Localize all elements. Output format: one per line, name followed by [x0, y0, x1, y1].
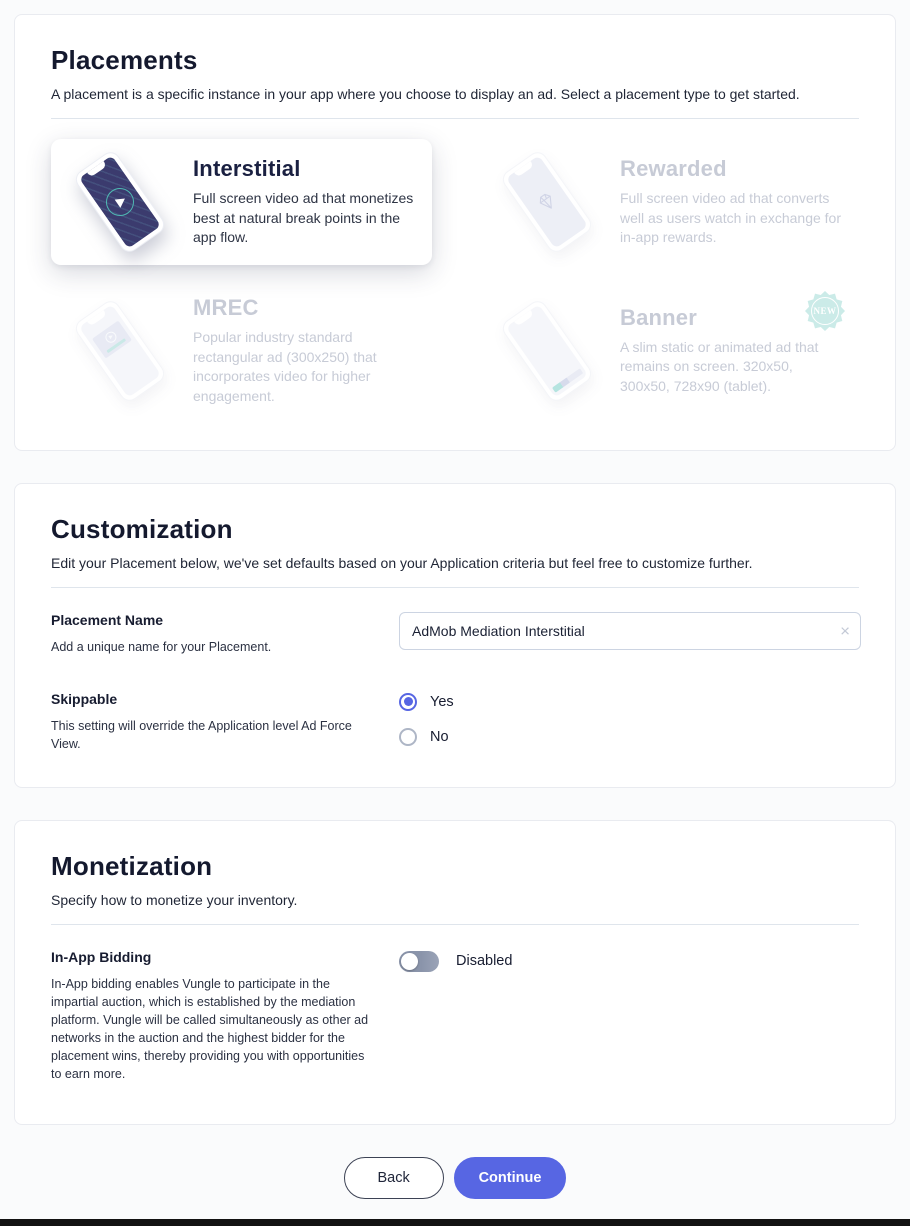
toggle-knob: [401, 953, 418, 970]
in-app-bidding-state: Disabled: [456, 953, 513, 970]
play-icon: [101, 183, 140, 222]
in-app-bidding-toggle[interactable]: [399, 951, 439, 972]
skippable-no-label: No: [430, 728, 449, 745]
in-app-bidding-label: In-App Bidding: [51, 948, 152, 965]
customization-subtitle: Edit your Placement below, we've set defaults based on your Application criteria but feel free to customize further.: [51, 555, 753, 572]
placements-section: [14, 14, 896, 451]
placement-type-mrec[interactable]: [51, 285, 432, 416]
back-button[interactable]: Back: [344, 1157, 444, 1199]
placements-subtitle: A placement is a specific instance in your app where you choose to display an ad. Select a placement type to get started.: [51, 86, 800, 102]
interstitial-description: Full screen video ad that monetizes best at natural break points in the app flow.: [193, 190, 414, 246]
clear-input-icon[interactable]: ×: [840, 621, 850, 641]
skippable-helper: This setting will override the Application level Ad Force View.: [51, 718, 352, 751]
form-actions: [14, 1157, 896, 1225]
skippable-option-no[interactable]: [399, 728, 859, 746]
mrec-description: Popular industry standard rectangular ad (300x250) that incorporates video for higher engagement.: [193, 329, 377, 404]
radio-selected-icon[interactable]: [399, 693, 417, 711]
phone-notch: [514, 161, 534, 177]
monetization-section: [14, 820, 896, 1125]
skippable-yes-label: Yes: [430, 693, 454, 710]
mrec-title: MREC: [193, 295, 259, 320]
phone-notch: [514, 310, 534, 326]
customization-section: [14, 483, 896, 787]
interstitial-title: Interstitial: [193, 156, 301, 182]
skippable-label: Skippable: [51, 690, 118, 707]
continue-button[interactable]: Continue: [454, 1157, 567, 1199]
in-app-bidding-toggle-row: [399, 951, 859, 972]
placement-type-banner[interactable]: [478, 285, 859, 416]
banner-title: Banner: [620, 304, 697, 330]
rewarded-description: Full screen video ad that converts well as users watch in exchange for in-app rewards.: [620, 190, 841, 246]
placement-name-input-wrap: [399, 612, 861, 650]
rewarded-title: Rewarded: [620, 156, 727, 182]
skippable-row: [51, 691, 859, 753]
new-badge-icon: [805, 291, 845, 331]
placement-type-rewarded[interactable]: [478, 139, 859, 265]
gem-icon: [534, 189, 561, 215]
radio-unselected-icon[interactable]: [399, 728, 417, 746]
play-icon: [103, 329, 118, 344]
placement-name-label: Placement Name: [51, 612, 164, 629]
in-app-bidding-helper: In-App bidding enables Vungle to participate in the impartial auction, which is established by the mediation platform. Vungle will be called simultaneously as other ad networks in the auction and the highest bidder for the placement wins, thereby providing you with opportunities to earn more.: [51, 976, 369, 1082]
banner-ad-strip: [552, 368, 584, 393]
skippable-option-yes[interactable]: [399, 693, 859, 711]
mrec-ad-box: [92, 320, 133, 359]
placement-type-interstitial[interactable]: [51, 139, 432, 265]
bottom-bar: [0, 1219, 910, 1226]
placement-name-helper: Add a unique name for your Placement.: [51, 640, 272, 655]
monetization-subtitle: Specify how to monetize your inventory.: [51, 891, 298, 908]
banner-description: A slim static or animated ad that remains on screen. 320x50, 300x50, 728x90 (tablet).: [620, 338, 819, 394]
interstitial-phone-illustration: [61, 154, 179, 250]
banner-phone-illustration: [488, 303, 606, 399]
mrec-phone-illustration: [61, 303, 179, 399]
placements-divider: [51, 118, 859, 119]
placements-title: Placements: [51, 45, 198, 75]
new-badge-label: NEW: [813, 306, 837, 316]
in-app-bidding-row: [51, 949, 859, 1084]
customization-title: Customization: [51, 514, 233, 545]
rewarded-phone-illustration: [488, 154, 606, 250]
monetization-divider: [51, 924, 859, 925]
placement-name-row: [51, 612, 859, 656]
phone-notch: [87, 310, 107, 326]
placement-name-input[interactable]: [400, 613, 860, 649]
phone-notch: [87, 161, 107, 177]
monetization-title: Monetization: [51, 850, 213, 881]
customization-divider: [51, 587, 859, 588]
placement-type-grid: [51, 139, 859, 416]
